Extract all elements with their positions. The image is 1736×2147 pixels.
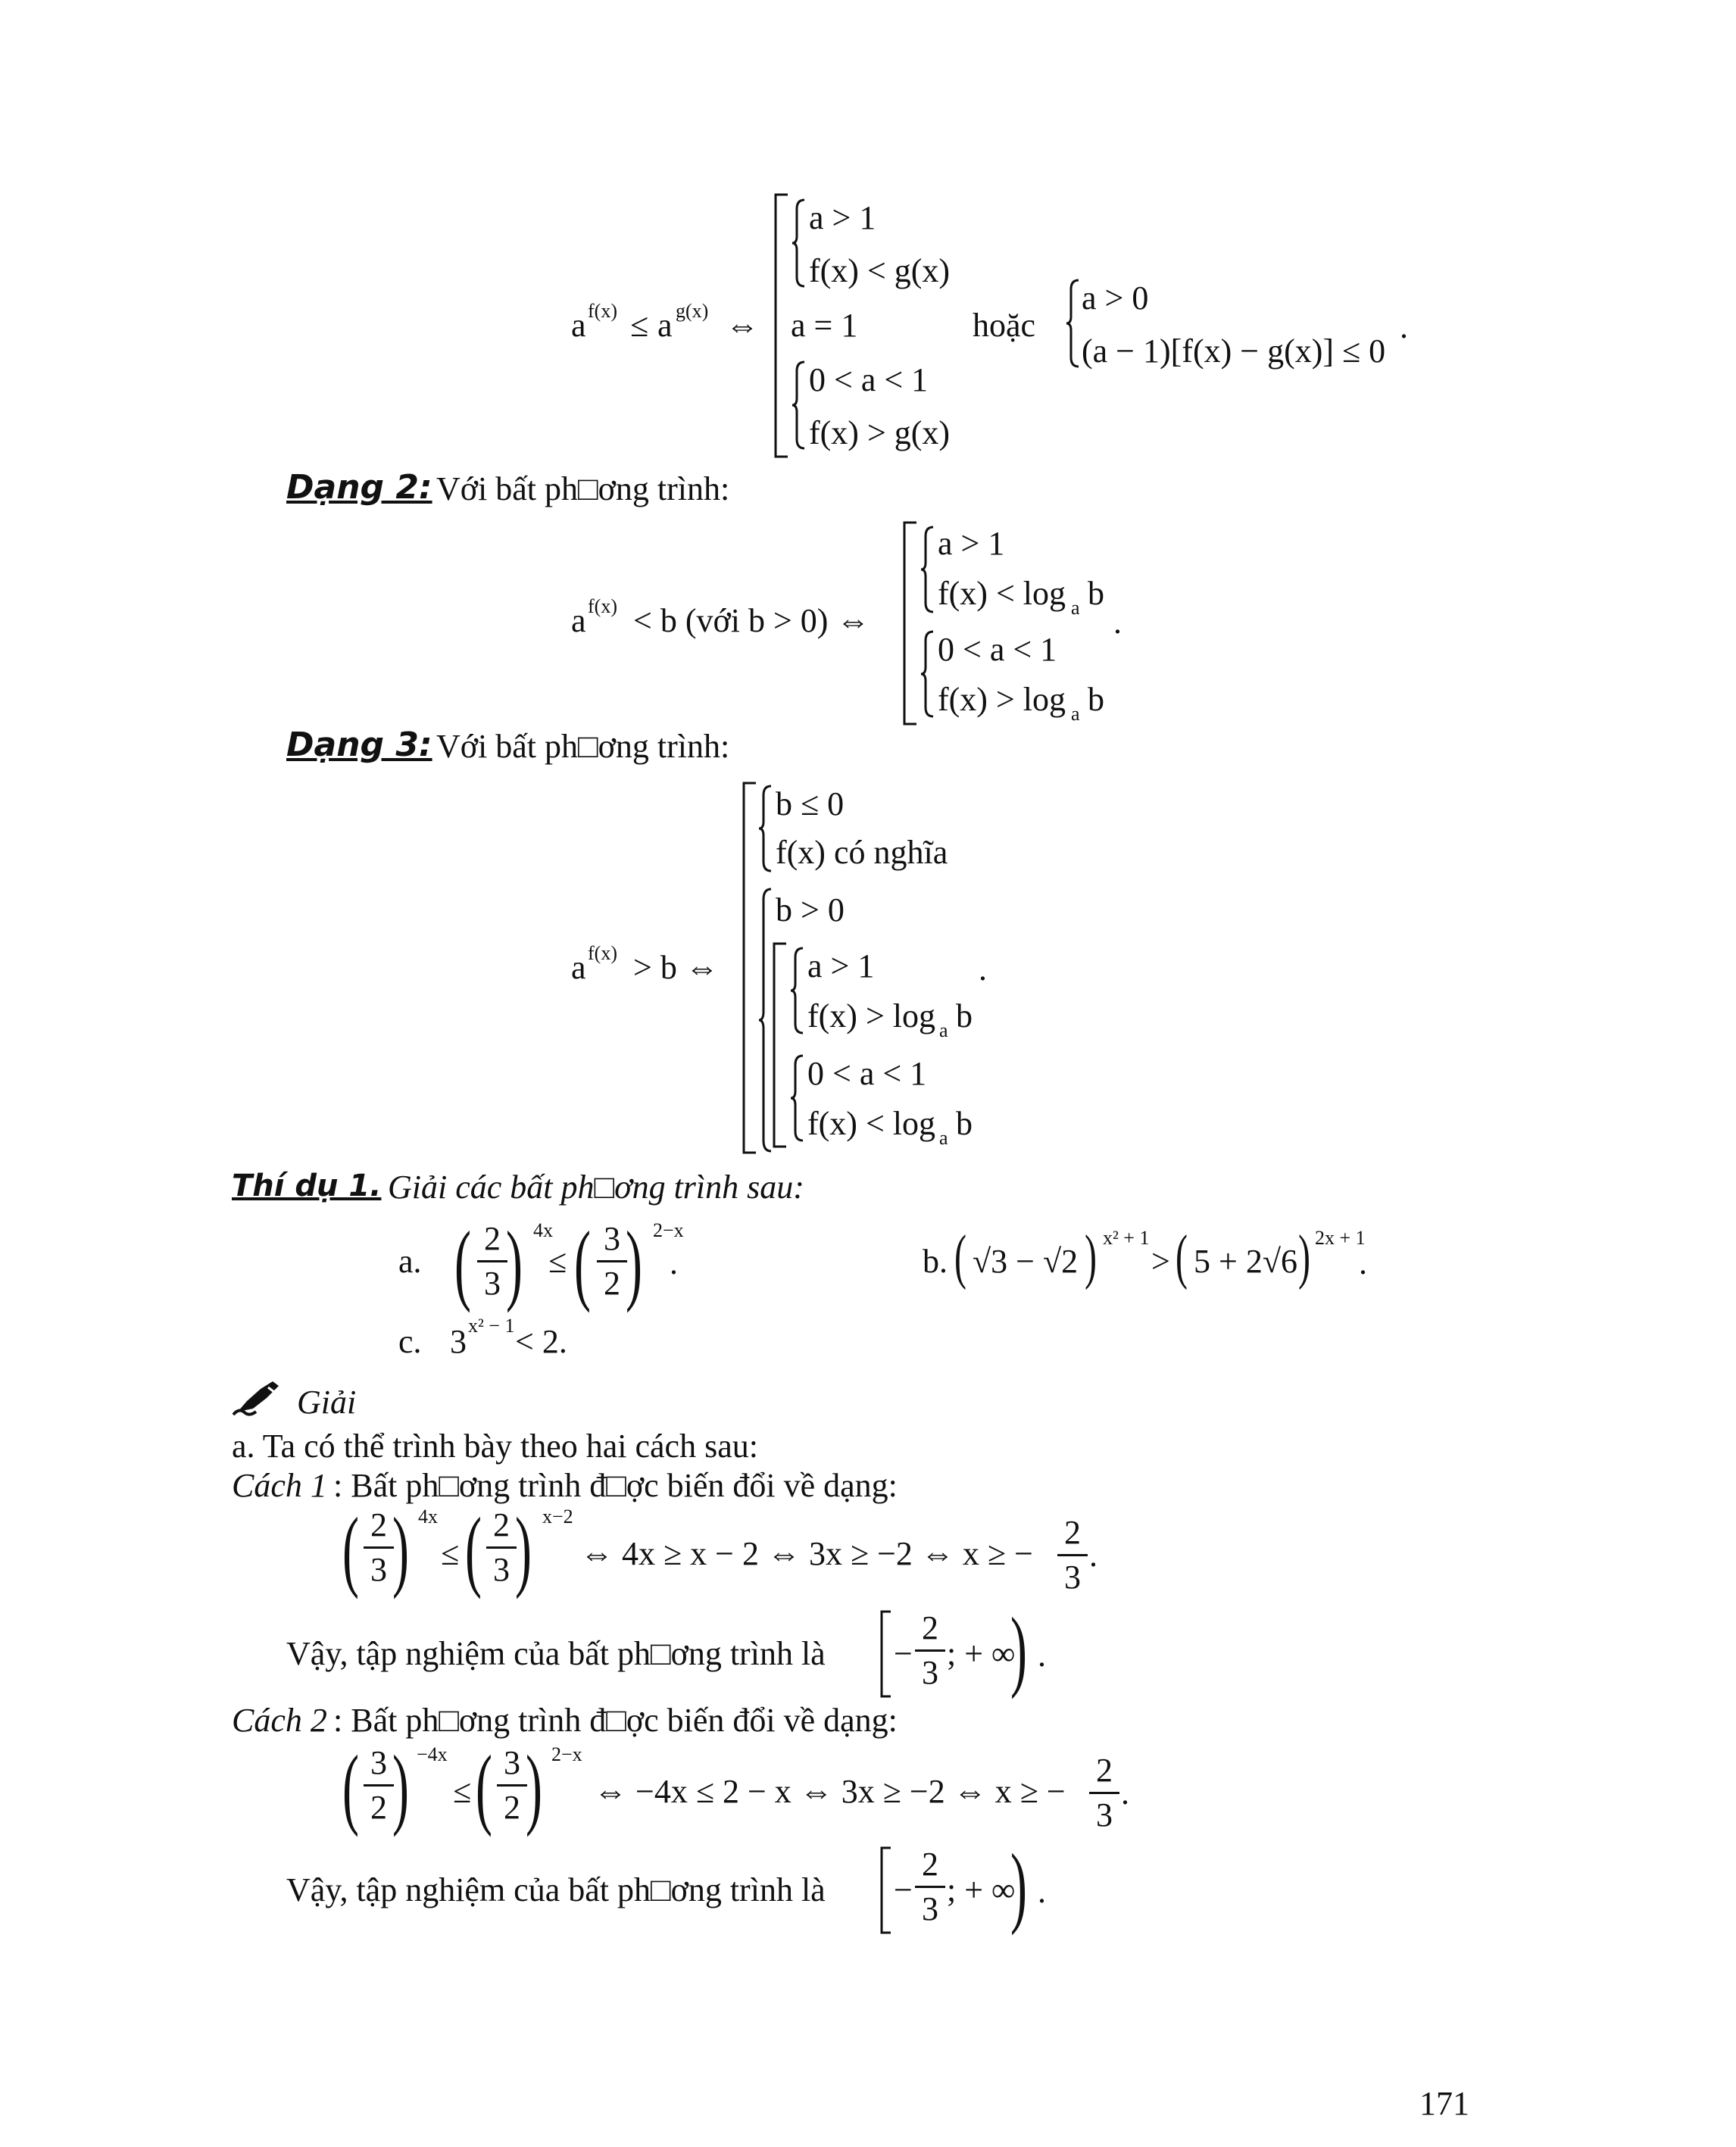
f1-equiv: ⇔ — [726, 307, 759, 344]
c1-exp2: x−2 — [542, 1506, 573, 1528]
c2-frac1: 3 2 — [364, 1746, 394, 1824]
f3-c2-i-a: a > 1 — [807, 947, 875, 985]
f3-c2-a: b > 0 — [776, 891, 845, 928]
f3-lhs-exp: f(x) — [588, 942, 617, 964]
interval1-lbracket — [879, 1610, 894, 1698]
f1-end: . — [1400, 308, 1408, 345]
f2-case1-b-end: b — [1088, 575, 1104, 612]
c1-chain: ⇔ 4x ≥ x − 2 ⇔ 3x ≥ −2 ⇔ x ≥ − — [580, 1535, 1033, 1572]
c1-rparen2: ) — [515, 1499, 532, 1599]
f1-case1-a: a > 1 — [809, 199, 876, 236]
example-text: Giải các bất ph□ơng trình sau: — [388, 1169, 804, 1206]
f1-lhs-exp2: g(x) — [676, 300, 709, 322]
c2-lparen2: ( — [476, 1737, 492, 1837]
ex-c-rest: < 2. — [515, 1323, 567, 1360]
ex-a-frac1: 2 3 — [477, 1222, 507, 1300]
ex-b-lhs: √3 − √2 — [973, 1243, 1079, 1280]
f1-alt-brace — [1065, 279, 1082, 368]
f3-c2-ii-brace — [789, 1054, 806, 1142]
interval2-lbracket — [879, 1846, 894, 1934]
f2-lhs-exp: f(x) — [588, 595, 617, 617]
f1-case2: a = 1 — [791, 307, 858, 344]
f2-square-bracket — [901, 521, 920, 726]
f1-case3-brace — [791, 360, 807, 450]
ex-b-rparen1: ) — [1085, 1224, 1097, 1290]
interval1-rparen: ) — [1010, 1599, 1027, 1699]
cach2-label: Cách 2 — [232, 1702, 327, 1739]
ex-a-label: a. — [398, 1243, 422, 1280]
f2-case2-b-end: b — [1088, 681, 1104, 718]
c2-rel: ≤ — [453, 1773, 472, 1810]
ex-a-rparen1: ) — [506, 1212, 523, 1313]
f1-square-bracket — [773, 193, 791, 458]
f2-case1-sub: a — [1071, 597, 1080, 619]
c1-result-frac: 2 3 — [1057, 1516, 1088, 1594]
ex-b-exp2: 2x + 1 — [1315, 1227, 1366, 1249]
f3-c2-i-brace — [789, 947, 806, 1034]
c2-result-frac: 2 3 — [1089, 1754, 1119, 1832]
conclusion-2: Vậy, tập nghiệm của bất ph□ơng trình là — [286, 1871, 826, 1908]
c2-exp2: 2−x — [551, 1743, 582, 1765]
interval1-frac: 2 3 — [915, 1612, 945, 1690]
f2-end: . — [1113, 604, 1122, 641]
f3-c2-i-sub: a — [939, 1019, 948, 1041]
solution-label: Giải — [297, 1384, 357, 1421]
f2-case2-sub: a — [1071, 703, 1080, 725]
f1-alt-b: (a − 1)[f(x) − g(x)] ≤ 0 — [1082, 332, 1386, 370]
f3-outer-bracket — [741, 782, 759, 1154]
f1-case3-a: 0 < a < 1 — [809, 361, 929, 398]
f1-lhs-rel: ≤ — [630, 307, 649, 344]
f2-case2-a: 0 < a < 1 — [938, 631, 1057, 668]
ex-c-base: 3 — [450, 1323, 467, 1360]
interval1-rest: ; + ∞ — [947, 1635, 1016, 1672]
f1-case3-b: f(x) > g(x) — [809, 414, 951, 451]
c1-frac1: 2 3 — [364, 1509, 394, 1587]
dang3-label: Dạng 3: — [286, 726, 432, 764]
c1-exp1: 4x — [418, 1506, 438, 1528]
dang2-label: Dạng 2: — [286, 468, 432, 507]
ex-b-rhs: 5 + 2√6 — [1194, 1243, 1297, 1280]
f2-case1-b: f(x) < log — [938, 575, 1066, 612]
cach1-text: : Bất ph□ơng trình đ□ợc biến đổi về dạng: — [333, 1467, 898, 1504]
ex-a-exp1: 4x — [533, 1219, 553, 1241]
f1-lhs-base1: a — [571, 307, 586, 344]
dang2-text: Với bất ph□ơng trình: — [436, 470, 730, 507]
interval2-rest: ; + ∞ — [947, 1871, 1016, 1908]
f3-c1-a: b ≤ 0 — [776, 785, 845, 822]
ex-a-lparen2: ( — [574, 1212, 591, 1313]
example-label: Thí dụ 1. — [232, 1169, 382, 1203]
c1-rel: ≤ — [441, 1535, 460, 1572]
c1-frac2: 2 3 — [486, 1509, 517, 1587]
c1-lparen2: ( — [465, 1499, 482, 1599]
c2-rparen2: ) — [526, 1737, 542, 1837]
ex-a-exp2: 2−x — [653, 1219, 684, 1241]
cach2-text: : Bất ph□ơng trình đ□ợc biến đổi về dạng: — [333, 1702, 898, 1739]
ex-a-end: . — [670, 1244, 678, 1281]
c2-lparen1: ( — [342, 1737, 359, 1837]
dang3-text: Với bất ph□ơng trình: — [436, 728, 730, 765]
f3-c2-ii-sub: a — [939, 1127, 948, 1149]
f1-case1-b: f(x) < g(x) — [809, 252, 951, 289]
interval2-minus: − — [894, 1871, 913, 1908]
f1-or-word: hoặc — [973, 307, 1036, 344]
f3-c2-i-b-end: b — [956, 997, 973, 1034]
conclusion-1: Vậy, tập nghiệm của bất ph□ơng trình là — [286, 1635, 826, 1672]
f2-lhs-base: a — [571, 602, 586, 639]
c2-exp1: −4x — [417, 1743, 448, 1765]
ex-b-rel: > — [1151, 1243, 1170, 1280]
f1-lhs-exp1: f(x) — [588, 300, 617, 322]
c2-chain: ⇔ −4x ≤ 2 − x ⇔ 3x ≥ −2 ⇔ x ≥ − — [594, 1773, 1066, 1810]
ex-c-exp: x² − 1 — [468, 1315, 515, 1337]
ex-b-label: b. — [923, 1243, 948, 1280]
pencil-writing-icon — [230, 1378, 285, 1418]
f3-c2-ii-a: 0 < a < 1 — [807, 1055, 927, 1092]
c1-lparen1: ( — [342, 1499, 359, 1599]
interval2-rparen: ) — [1010, 1835, 1027, 1936]
interval1-minus: − — [894, 1635, 913, 1672]
interval1-end: . — [1038, 1637, 1046, 1674]
ex-a-lparen1: ( — [454, 1212, 471, 1313]
c1-end: . — [1089, 1537, 1097, 1574]
f2-lhs-rest: < b (với b > 0) ⇔ — [633, 602, 870, 639]
ex-b-rparen2: ) — [1298, 1224, 1310, 1290]
ex-a-frac2: 3 2 — [597, 1222, 627, 1300]
f3-c1-b: f(x) có nghĩa — [776, 834, 948, 871]
cach1-label: Cách 1 — [232, 1467, 327, 1504]
f3-end: . — [979, 950, 987, 988]
f3-c1-brace — [757, 785, 774, 872]
f3-c2-i-b: f(x) > log — [807, 997, 935, 1034]
f3-inner-bracket — [771, 942, 789, 1148]
f3-c2-ii-b-end: b — [956, 1105, 973, 1142]
f3-lhs-base: a — [571, 949, 586, 986]
ex-b-lparen2: ( — [1176, 1224, 1188, 1290]
f2-case1-brace — [920, 526, 936, 613]
solution-a-intro: a. Ta có thể trình bày theo hai cách sau: — [232, 1428, 758, 1465]
c2-frac2: 3 2 — [497, 1746, 527, 1824]
page-number: 171 — [1419, 2085, 1469, 2122]
interval2-frac: 2 3 — [915, 1848, 945, 1926]
c2-rparen1: ) — [392, 1737, 409, 1837]
f3-lhs-rest: > b ⇔ — [633, 949, 719, 986]
interval2-end: . — [1038, 1873, 1046, 1910]
f2-case2-b: f(x) > log — [938, 681, 1066, 718]
f3-c2-ii-b: f(x) < log — [807, 1105, 935, 1142]
ex-c-label: c. — [398, 1323, 422, 1360]
f1-alt-a: a > 0 — [1082, 279, 1149, 317]
ex-a-rparen2: ) — [626, 1212, 642, 1313]
c1-rparen1: ) — [392, 1499, 409, 1599]
ex-a-rel: ≤ — [548, 1243, 567, 1280]
f1-lhs-base2: a — [657, 307, 673, 344]
f2-case2-brace — [920, 630, 936, 718]
c2-end: . — [1121, 1774, 1129, 1812]
ex-b-lparen1: ( — [954, 1224, 966, 1290]
ex-b-end: . — [1359, 1244, 1367, 1281]
ex-b-exp1: x² + 1 — [1103, 1227, 1150, 1249]
f2-case1-a: a > 1 — [938, 525, 1005, 562]
f1-case1-brace — [791, 198, 807, 288]
